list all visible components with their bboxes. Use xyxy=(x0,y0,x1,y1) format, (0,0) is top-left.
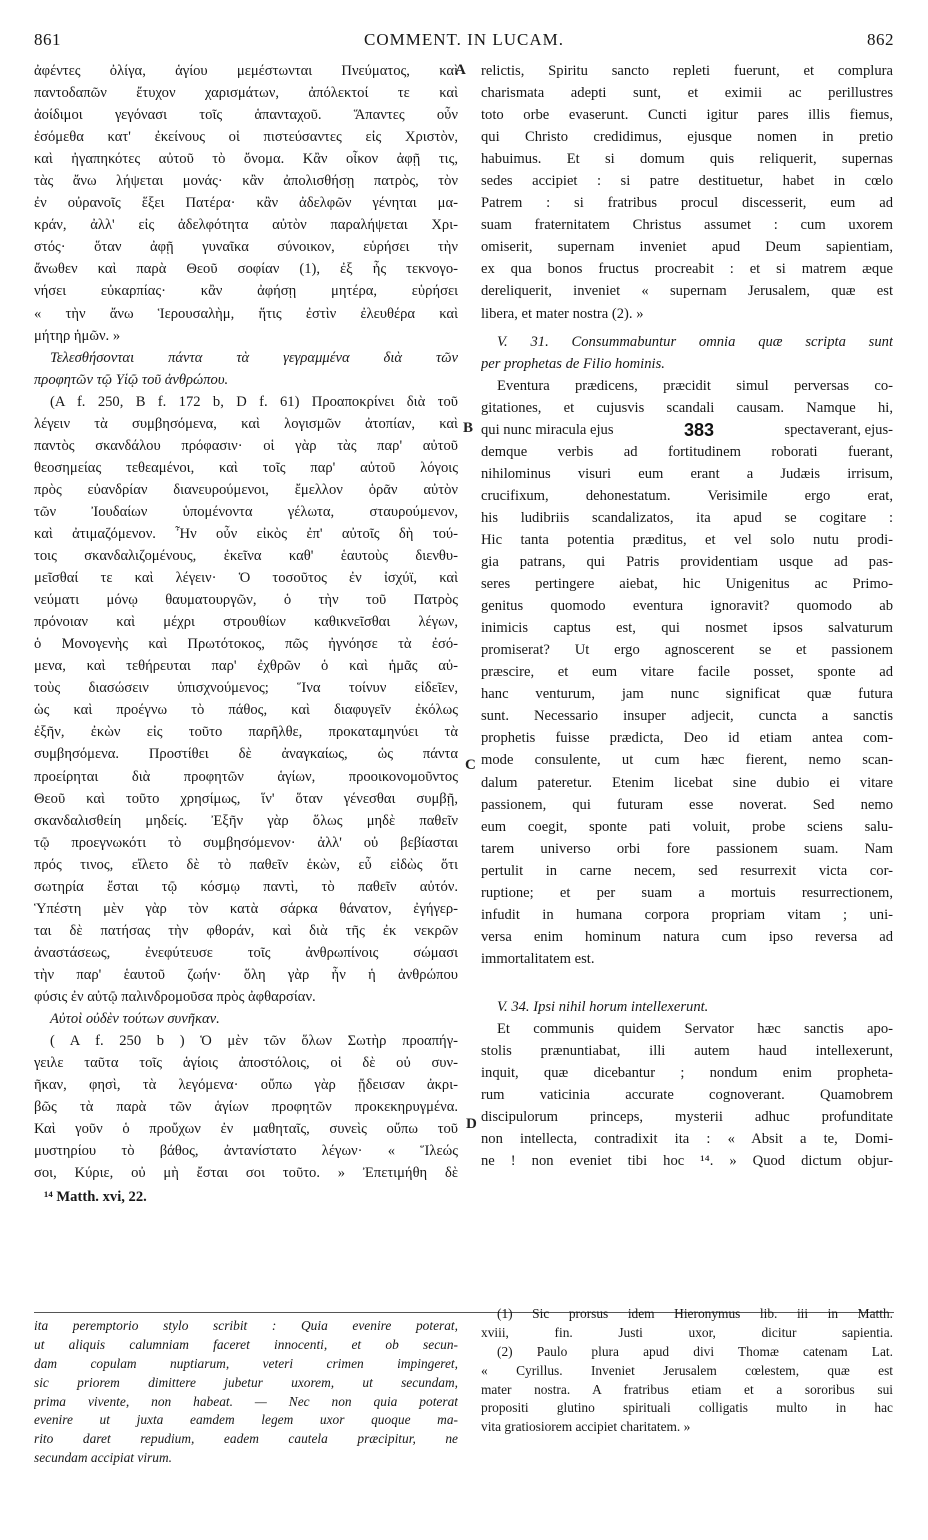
text-line: Patrem : si fratribus procul discesserit, eum ad xyxy=(481,195,893,212)
text-line: genitus quomodo eventura ignoravit? quomodo ab xyxy=(481,598,893,615)
text-line: seres pertingere aiebat, hic Unigenitus ac Primo- xyxy=(481,576,893,593)
greek-paragraph-1 xyxy=(34,60,458,347)
text-line: μήτηρ ἡμῶν. » xyxy=(34,327,121,344)
text-line: dereliquerit, inveniet « supernam Jerusalem, quæ est xyxy=(481,283,893,300)
scripture-reference: ¹⁴ Matth. xvi, 22. xyxy=(44,1189,147,1206)
footnote-line: (1) Sic prorsus idem Hieronymus lib. iii in Matth. xyxy=(497,1306,893,1321)
page-number-left: 861 xyxy=(34,30,61,49)
text-line: his ludibriis scandalizatos, ita apud se cogitare : xyxy=(481,509,893,526)
text-line: ruptione; et per suam a mortuis resurrectionem, xyxy=(481,884,893,901)
text-line: γειλε ταῦτα τοῖς ἁγίοις ἀποστόλοις, οἱ δὲ οὐ συν- xyxy=(34,1055,458,1072)
footnote-line: evenire ut juxta eamdem legem uxor quoque ma- xyxy=(34,1412,458,1428)
text-line: πρόνοιαν καὶ μέχρι στρουθίων καθικνεῖσθαι λέγων, xyxy=(34,614,458,631)
text-line: καὶ ἀτιμαζόμενον. Ἦν οὖν εἰκὸς ἐπ' αὐτοῖς δὴ τού- xyxy=(34,525,458,542)
text-line: gitationes, et cujusvis scandali causam. Namque hi, xyxy=(481,399,893,416)
text-line: mode consulente, ut cum hæc fierent, nemo scan- xyxy=(481,752,893,769)
footnote-line: propositi glutino spirituali colligatis multo in hac xyxy=(481,1400,893,1416)
text-line: ἀναστάσεως, ἐνεφύτευσε τοῖς ἀνθρωπίνοις σώμασι xyxy=(34,944,458,961)
text-line: omiserit, supernam inveniet apud Deum sapientiam, xyxy=(481,239,893,256)
text-line: προείρηται διὰ προφητῶν ἁγίων, προοικονομοῦντος xyxy=(34,768,458,785)
footnote-line: ut aliquis calumniam faceret innocenti, et ob secun- xyxy=(34,1336,458,1352)
footnote-line: xviii, fin. Justi uxor, dicitur sapientia. xyxy=(481,1324,893,1340)
text-fragment: qui nunc miracula ejus xyxy=(481,421,614,438)
text-line: versa enim hominum natura cum ipso reversa ad xyxy=(481,928,893,945)
text-line: τοὺς διασώσειν ὑπισχνούμενος; Ἵνα τοίνυν εἰδεῖεν, xyxy=(34,680,458,697)
text-line: habuimus. Et si domum quis reliquerit, supernas xyxy=(481,151,893,168)
text-line: τὰς ἄνω λήψεται μονάς· κἂν ἀπολισθήσῃ πατρὸς, τὸν xyxy=(34,173,458,190)
text-line: ὡς καὶ προέγνω τὸ πάθος, καὶ διαφυγεῖν ἐκόλως xyxy=(34,702,458,719)
footnote-line: « Cyrillus. Inveniet Jerusalem cœlestem, quæ est xyxy=(481,1362,893,1378)
text-line: πρὸς εὐανδρίαν διανευρούμενοι, ἔμελλον ὁρᾶν αὐτὸν xyxy=(34,481,458,498)
footnote-line: (2) Paulo plura apud divi Thomæ catenam Lat. xyxy=(497,1343,893,1359)
text-line: præscire, et eum vitare facile posset, sponte ad xyxy=(481,664,893,681)
text-line: prophetis fuisse prædicta, Deo id etiam antea com- xyxy=(481,730,893,747)
text-line: hanc venturum, jam nunc significat quæ futura xyxy=(481,686,893,703)
latin-lemma-1 xyxy=(481,331,893,375)
footnote-line: prima vivente, non habeat. — Nec non quia poterat xyxy=(34,1393,458,1409)
page-header xyxy=(34,30,894,54)
text-line: pertulit in carne necem, sed resurrexit victa cor- xyxy=(481,862,893,879)
greek-column xyxy=(34,60,458,1210)
text-line: ἐν οὐρανοῖς ἕξει Πατέρα· κἂν ἀδελφῶν γένηται μα- xyxy=(34,195,458,212)
footnote-line: mater nostra. A fratribus etiam et a sororibus sui xyxy=(481,1381,893,1397)
text-line: tarem universo orbi fore passionem suam. Nam xyxy=(481,840,893,857)
text-line: stolis prænuntiabat, illi autem haud intellexerunt, xyxy=(481,1043,893,1060)
text-line: ἀοίδιμοι γεγόνασι τοῖς ἁπανταχοῦ. Ἅπαντες οὖν xyxy=(34,107,458,124)
text-line: βῶς τὰ παρὰ τῶν ἁγίων προφητῶν προκεκηρυγμένα. xyxy=(34,1099,458,1116)
latin-column xyxy=(481,60,893,1172)
text-line: Eventura prædicens, præcidit simul perversas co- xyxy=(497,377,893,394)
text-line: τῶν Ἰουδαίων ὑπομένοντα γέλωτα, σταυρούμενον, xyxy=(34,503,458,520)
text-line: nihilominus visuri eum erant a Judæis irrisum, xyxy=(481,465,893,482)
text-line: τοις σκανδαλιζομένους, ἐκεῖνα καθ' ἑαυτοὺς διενθυ- xyxy=(34,548,458,565)
text-line: Ὑπέστη μὲν γὰρ τὸν κατὰ σάρκα θάνατον, ἐγήγερ- xyxy=(34,900,458,917)
text-line xyxy=(481,419,893,441)
latin-paragraph-3 xyxy=(481,1018,893,1172)
text-line: Θεοῦ καὶ τοῦτο χρησίμως, ἵν' ὅταν γένεσθαι συμβῇ, xyxy=(34,790,458,807)
text-line: ται δὲ πατήσας τὴν φθοράν, καὶ διὰ τῆς ἐκ νεκρῶν xyxy=(34,922,458,939)
footnote-line: secundam accipiat virum. xyxy=(34,1450,172,1466)
text-line: gia patrans, qui Patris providentiam usque ad pas- xyxy=(481,554,893,571)
margin-marker-c: C xyxy=(465,757,476,773)
text-line: παντοδαπῶν ἔτυχον χαρισμάτων, ἀπόλεκτοί τε καὶ xyxy=(34,85,458,102)
text-line: ὁ Μονογενὴς καὶ Πρωτότοκος, πῶς ἠγνόησε τὰ ἐσό- xyxy=(34,636,458,653)
greek-lemma-1 xyxy=(34,347,458,391)
text-line: demque verbis ad fortitudinem roborati fuerant, xyxy=(481,443,893,460)
text-line: ῆκαν, φησὶ, τὰ λεγόμενα· οὔπω γὰρ ᾔδεισαν ἀκρι- xyxy=(34,1077,458,1094)
text-line: τῷ προεγνωκότι τὸ συμβησόμενον· ἀλλ' οὐ βεβίασται xyxy=(34,834,458,851)
text-line: μυστηρίου τὸ βάθος, ἀντανίστατο λέγων· « Ἵλεώς xyxy=(34,1143,458,1160)
text-line: immortalitatem est. xyxy=(481,950,595,967)
text-line: ne ! non eveniet tibi hoc ¹⁴. » Quod dictum objur- xyxy=(481,1153,893,1170)
footnotes-left xyxy=(34,1317,458,1468)
text-line: Hic tanta potentia præditus, et vel solo nutu prodi- xyxy=(481,531,893,548)
text-line: ex qua bonos fructus procreabit : et si matrem æque xyxy=(481,261,893,278)
text-line: ἐξῆν, ἐκὼν εἰς τοῦτο παρῆλθε, προκαταμηνύει τὰ xyxy=(34,724,458,741)
text-line: σοι, Κύριε, οὐ μὴ ἔσται σοι τοῦτο. » Ἐπετιμήθη δὲ xyxy=(34,1165,458,1182)
greek-paragraph-3 xyxy=(34,1030,458,1184)
text-line: πρός τινος, εἴλετο δὲ τὸ παθεῖν ἑκὼν, εὖ εἰδὼς ὅτι xyxy=(34,856,458,873)
greek-paragraph-2 xyxy=(34,391,458,1008)
footnote-line: vita gratiosiorem accipiet charitatem. » xyxy=(481,1419,691,1435)
text-line: Καὶ γοῦν ὁ προὔχων ἐν μαθηταῖς, συνεὶς οὔπω τοῦ xyxy=(34,1121,458,1138)
text-line: σκανδαλισθείη μηδείς. Ἐξῆν γὰρ ὅλως μηδὲ παθεῖν xyxy=(34,812,458,829)
text-line: μεῖσθαί τε καὶ λέγειν· Ὁ τοσοῦτος ἐν ἰσχύϊ, καὶ xyxy=(34,570,458,587)
text-line: promiserat? Ut ergo agnoscerent se et passionem xyxy=(481,642,893,659)
text-line: ἐσόμεθα κατ' ἐκείνους οἱ πιστεύσαντες εἰς Χριστὸν, xyxy=(34,129,458,146)
text-line: libera, et mater nostra (2). » xyxy=(481,305,644,322)
latin-paragraph-2 xyxy=(481,375,893,970)
text-line: discipulorum princeps, mysterii adhuc profunditate xyxy=(481,1109,893,1126)
footnote-line: sic priorem dimittere jubetur uxorem, ut secundam, xyxy=(34,1374,458,1390)
text-line: λέγειν τὰ συμβησόμενα, καὶ λογισμῶν ἀτοπίαν, καὶ xyxy=(34,415,458,432)
text-line: Et communis quidem Servator hæc sanctis apo- xyxy=(497,1020,893,1037)
text-line: toto orbe evaserunt. Cuncti igitur pares illis fiemus, xyxy=(481,107,893,124)
text-line: σωτηρία ἔσται τῷ κόσμῳ παντὶ, τὸ παθεῖν αὐτόν. xyxy=(34,878,458,895)
footnote-line: dam copulam nuptiarum, veteri crimen impingeret, xyxy=(34,1355,458,1371)
text-line: ( A f. 250 b ) Ὁ μὲν τῶν ὅλων Σωτὴρ προαπήγ- xyxy=(50,1033,458,1050)
running-title: COMMENT. IN LUCAM. xyxy=(364,30,564,49)
margin-marker-a: A xyxy=(455,62,466,78)
text-line: suam fraternitatem Christus assumet : cum uxorem xyxy=(481,217,893,234)
text-line: passionem, qui futuram esse noverat. Sed nemo xyxy=(481,796,893,813)
margin-marker-d: D xyxy=(466,1116,477,1132)
text-line: inquit, quæ dicebantur ; nondum enim propheta- xyxy=(481,1065,893,1082)
text-line: qui Christo credidimus, ejusque nomen in pretio xyxy=(481,129,893,146)
text-line: non intellecta, contradixit ita : « Absit a te, Domi- xyxy=(481,1131,893,1148)
text-line: ἀφέντες ὀλίγα, ἁγίου μεμέστωνται Πνεύματος, καὶ xyxy=(34,63,458,79)
text-line: νήσει εὐκαρπίας· κἂν ἀφήσῃ μητέρα, εὑρήσει xyxy=(34,283,458,300)
text-line: ἄνωθεν καὶ παρὰ Θεοῦ σοφίαν (1), ἐξ ἧς τεκνογο- xyxy=(34,261,458,278)
text-line: dalum pateretur. Etenim licebat sine dubio ei vitare xyxy=(481,774,893,791)
text-line: φύσις ἐν αὐτῷ παλινδρομοῦσα πρὸς ἀφθαρσίαν. xyxy=(34,988,316,1005)
latin-paragraph-1 xyxy=(481,60,893,325)
text-line: (A f. 250, B f. 172 b, D f. 61) Προαποκρίνει διὰ τοῦ xyxy=(50,393,458,410)
text-line: sunt. Necessario insuper adjecit, cuncta a sanctis xyxy=(481,708,893,725)
text-line: sedes accipiet : si patre destituetur, habet in cœlo xyxy=(481,173,893,190)
text-line: infudit in humana corpora propriam vitam ; uni- xyxy=(481,906,893,923)
text-line: charismata adepti sunt, et eximii ac perillustres xyxy=(481,85,893,102)
lemma-line: προφητῶν τῷ Υἱῷ τοῦ ἀνθρώπου. xyxy=(34,371,229,388)
text-line: crucifixum, dehonestatum. Verisimile ergo erat, xyxy=(481,487,893,504)
footnote-line: ita peremptorio stylo scribit : Quia evenire poterat, xyxy=(34,1318,458,1333)
text-line: relictis, Spiritu sancto repleti fuerunt, et complura xyxy=(481,63,893,79)
text-line: συμβησόμενα. Προστίθει δὲ ἀναγκαίως, ὡς πάντα xyxy=(34,746,458,763)
lemma-line: per prophetas de Filio hominis. xyxy=(481,355,665,372)
text-line: τὴν παρ' ἑαυτοῦ ζωήν· ὅλη γὰρ ἦν ἡ ἀνθρώπου xyxy=(34,966,458,983)
text-line: παντὸς σκανδάλου πρόφασιν· οἱ γὰρ τὰς παρ' αὐτοῦ xyxy=(34,437,458,454)
text-line: κράν, ἀλλ' εἰς ἀδελφότητα αὐτὸν παραλήψεται Χρι- xyxy=(34,217,458,234)
text-line: καὶ ἠγαπηκότες αὐτοῦ τὸ ὄνομα. Κἂν οἶκον ἀφῇ τις, xyxy=(34,151,458,168)
text-line: νεύματι μόνῳ θαυματουργῶν, ὁ τὴν τοῦ Πατρὸς xyxy=(34,592,458,609)
text-line: inimicis captus est, qui nosmet ipsos salvaturum xyxy=(481,620,893,637)
text-line: στός· ὅταν ἀφῇ γυναῖκα σύνοικον, εὑρήσει τὴν xyxy=(34,239,458,256)
footnote-line: rito daret repudium, eadem cautela præcipitur, ne xyxy=(34,1431,458,1447)
footnotes-right xyxy=(481,1305,893,1437)
edition-page-mark: 383 xyxy=(683,419,714,440)
text-fragment: spectaverant, ejus- xyxy=(784,421,893,438)
text-line: « τὴν ἄνω Ἱερουσαλὴμ, ἥτις ἐστὶν ἐλευθέρα καὶ xyxy=(34,305,458,322)
lemma-line: Τελεσθήσονται πάντα τὰ γεγραμμένα διὰ τῶν xyxy=(50,349,458,366)
text-line: θεοσημείας τεθεαμένοι, καὶ τοῖς παρ' αὐτοῦ λόγοις xyxy=(34,459,458,476)
greek-lemma-2: Αὐτοὶ οὐδὲν τούτων συνῆκαν. xyxy=(50,1011,220,1028)
text-line: μενα, καὶ τεθήρευται παρ' ἐχθρῶν ὁ καὶ ἡμᾶς αὐ- xyxy=(34,658,458,675)
latin-lemma-2: V. 34. Ipsi nihil horum intellexerunt. xyxy=(497,998,709,1015)
margin-marker-b: B xyxy=(463,420,474,436)
text-line: eum coegit, sponte pati voluit, probe sciens salu- xyxy=(481,818,893,835)
text-line: rum vaticinia accurate cognoverant. Quamobrem xyxy=(481,1087,893,1104)
page-number-right: 862 xyxy=(867,30,894,49)
lemma-line: V. 31. Consummabuntur omnia quæ scripta sunt xyxy=(497,333,893,350)
